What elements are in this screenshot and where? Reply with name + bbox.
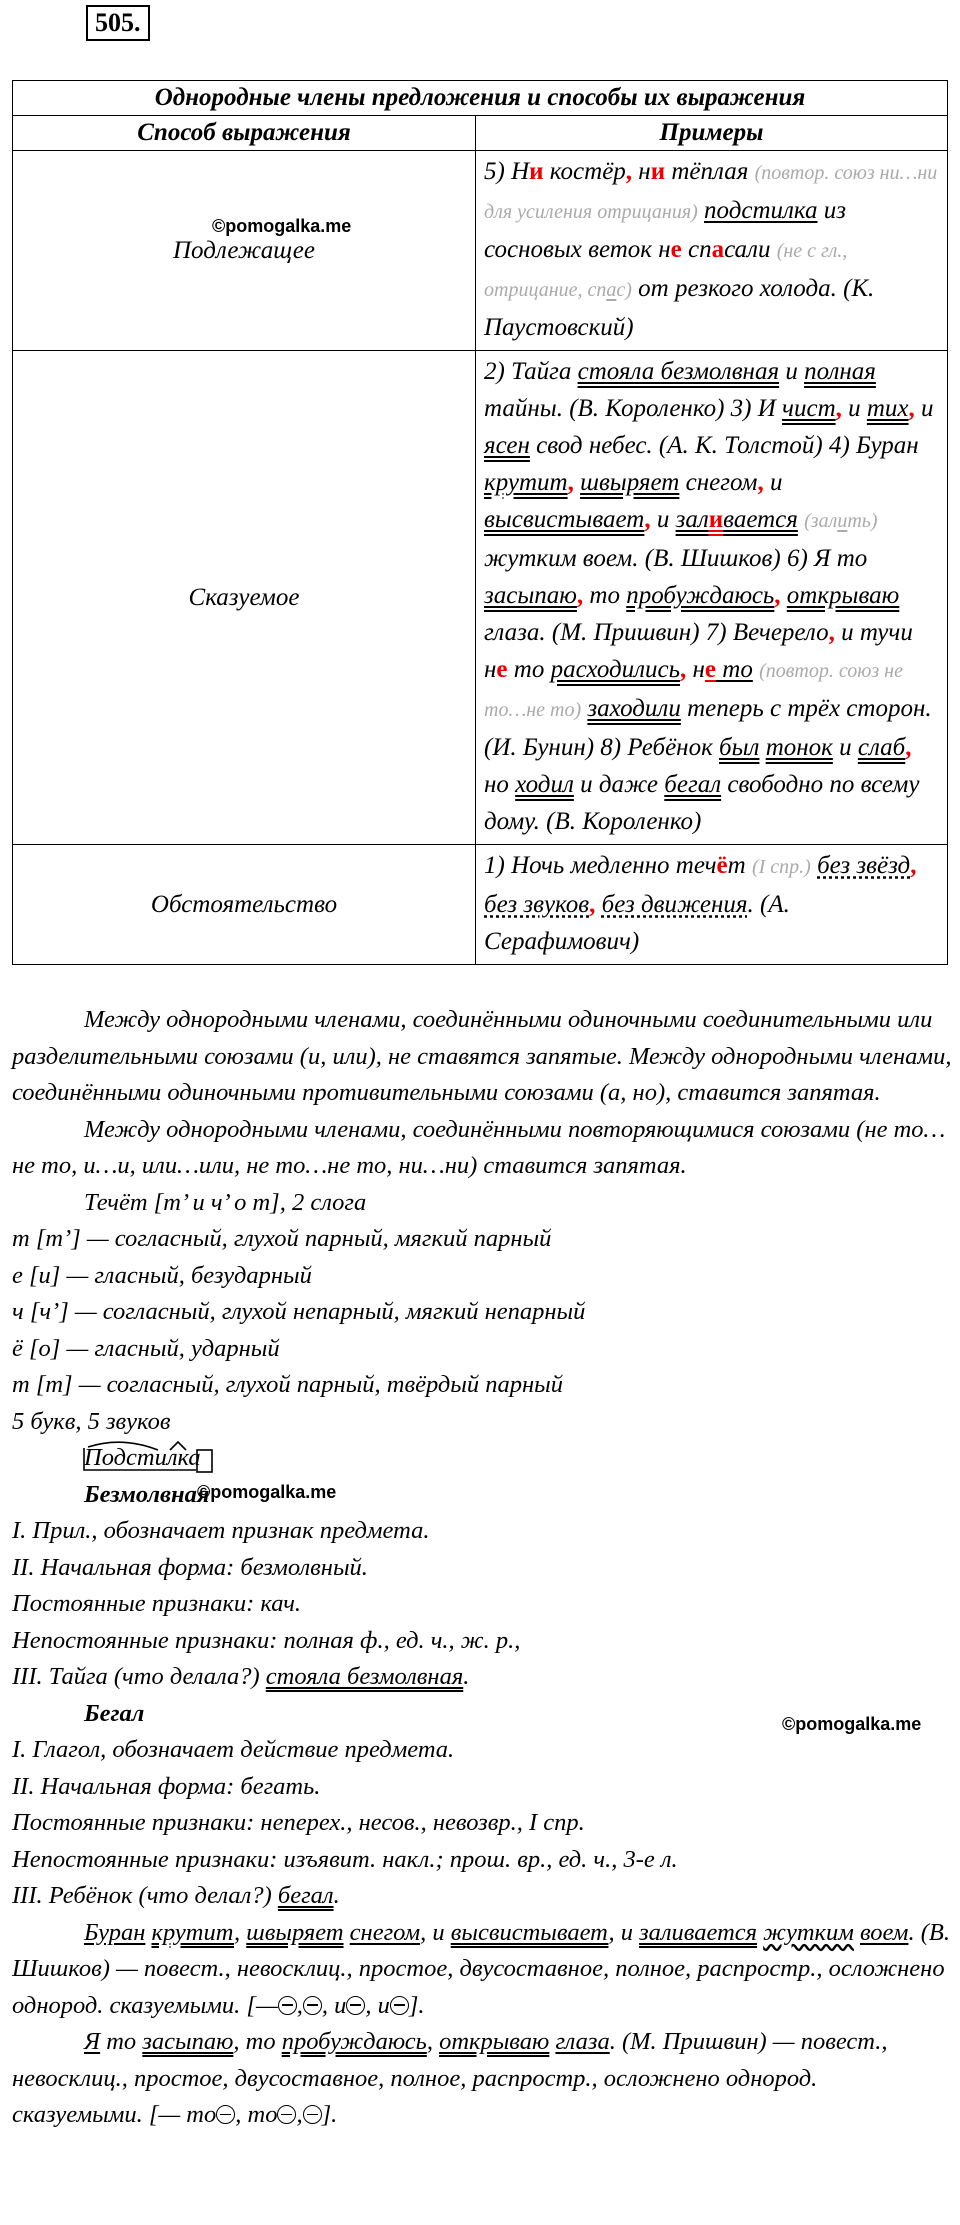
parsing-line: I. Прил., обозначает признак предмета. <box>12 1517 430 1544</box>
watermark: ©pomogalka.me <box>197 1482 337 1502</box>
phonetic-line: ё [о] — гласный, ударный <box>12 1334 280 1362</box>
table-row <box>13 151 948 351</box>
verb-title: Бегал <box>84 1699 145 1727</box>
parsing-line: III. Тайга (что делала?) стояла безмолвная. <box>12 1663 470 1690</box>
homogeneous-members-table <box>12 80 948 965</box>
parsing-line: Непостоянные признаки: изъявит. накл.; прош. вр., ед. ч., 3-е л. <box>12 1845 678 1873</box>
column-header-method: Способ выражения <box>13 116 476 151</box>
row-label-adverbial: Обстоятельство <box>13 845 476 965</box>
table-caption: Однородные члены предложения и способы их выражения <box>13 81 948 116</box>
row-examples-subject: 5) Ни костёр, ни тёплая (повтор. союз ни…ни для усиления отрицания) подстилка из сосновых веток не спасали (не с гл., отрицание, спас) от резкого холода. (К. Паустовский) <box>476 151 948 351</box>
adjective-title: Безмолвная <box>84 1480 210 1508</box>
parsing-line: Непостоянные признаки: полная ф., ед. ч., ж. р., <box>12 1626 521 1654</box>
table-row <box>13 351 948 845</box>
phonetic-line: т [т] — согласный, глухой парный, твёрдый парный <box>12 1371 563 1398</box>
predicate-circle-icon <box>278 1996 297 2015</box>
watermark: ©pomogalka.me <box>212 216 352 236</box>
predicate-circle-icon <box>277 2105 296 2124</box>
watermark: ©pomogalka.me <box>782 1714 922 1734</box>
sentence-analysis: Буран крутит, швыряет снегом, и высвистывает, и заливается жутким воем. (В. Шишков) — повест., невосклиц., простое, двусоставное, полное, распростр., осложнено однород. сказуемыми. [— , , и , и ]. <box>12 1918 950 2019</box>
predicate-circle-icon <box>303 1996 322 2015</box>
morpheme-parsing <box>12 1440 952 1477</box>
morpheme-word: Подстилка <box>84 1444 201 1471</box>
explanation-text <box>12 1002 952 2134</box>
row-label-predicate: Сказуемое <box>13 351 476 845</box>
rule-paragraph: Между однородными членами, соединёнными одиночными соединительными или разделительными союзами (и, или), не ставятся запятые. Между однородными членами, соединёнными одиночными противительными союзами (а, но), ставится запятая. <box>12 1006 952 1106</box>
parsing-line: I. Глагол, обозначает действие предмета. <box>12 1736 455 1763</box>
row-label-subject: Подлежащее <box>13 151 476 351</box>
parsing-line: II. Начальная форма: бегать. <box>12 1772 321 1800</box>
column-header-examples: Примеры <box>476 116 948 151</box>
exercise-number: 505. <box>86 5 150 41</box>
phonetic-line: ч [ч’] — согласный, глухой непарный, мягкий непарный <box>12 1298 586 1325</box>
predicate-circle-icon <box>216 2105 235 2124</box>
row-examples-predicate: 2) Тайга стояла безмолвная и полная тайны. (В. Короленко) 3) И чист, и тих, и ясен свод небес. (А. К. Толстой) 4) Буран крутит, швыряет снегом, и высвистывает, и заливается (залить) жутким воем. (В. Шишков) 6) Я то засыпаю, то пробуждаюсь, открываю глаза. (М. Пришвин) 7) Вечерело, и тучи не то расходились, не то (повтор. союз не то…не то) заходили теперь с трёх сторон. (И. Бунин) 8) Ребёнок был тонок и слаб, но ходил и даже бегал свободно по всему дому. (В. Короленко) <box>476 351 948 845</box>
row-examples-adverbial: 1) Ночь медленно течёт (I спр.) без звёзд, без звуков, без движения. (А. Серафимович) <box>476 845 948 965</box>
phonetic-header: Течёт [т’ и ч’ о т], 2 слога <box>84 1188 367 1216</box>
parsing-line: II. Начальная форма: безмолвный. <box>12 1553 368 1581</box>
phonetic-summary: 5 букв, 5 звуков <box>12 1407 171 1435</box>
parsing-line: Постоянные признаки: неперех., несов., невозвр., I спр. <box>12 1809 585 1836</box>
sentence-analysis: Я то засыпаю, то пробуждаюсь, открываю глаза. (М. Пришвин) — повест., невосклиц., простое, двусоставное, полное, распростр., осложнено однород. сказуемыми. [— то , то , ]. <box>12 2028 888 2128</box>
rule-paragraph: Между однородными членами, соединёнными повторяющимися союзами (не то…не то, и…и, или…или, не то…не то, ни…ни) ставится запятая. <box>12 1115 946 1179</box>
predicate-circle-icon <box>303 2105 322 2124</box>
parsing-line: Постоянные признаки: кач. <box>12 1590 302 1617</box>
phonetic-line: т [т’] — согласный, глухой парный, мягкий парный <box>12 1225 552 1252</box>
table-row <box>13 845 948 965</box>
predicate-circle-icon <box>346 1996 365 2015</box>
phonetic-line: е [и] — гласный, безударный <box>12 1261 312 1289</box>
predicate-circle-icon <box>390 1996 409 2015</box>
morpheme-word-block <box>84 1440 201 1477</box>
parsing-line: III. Ребёнок (что делал?) бегал. <box>12 1882 340 1909</box>
morpheme-marks <box>82 1440 218 1476</box>
